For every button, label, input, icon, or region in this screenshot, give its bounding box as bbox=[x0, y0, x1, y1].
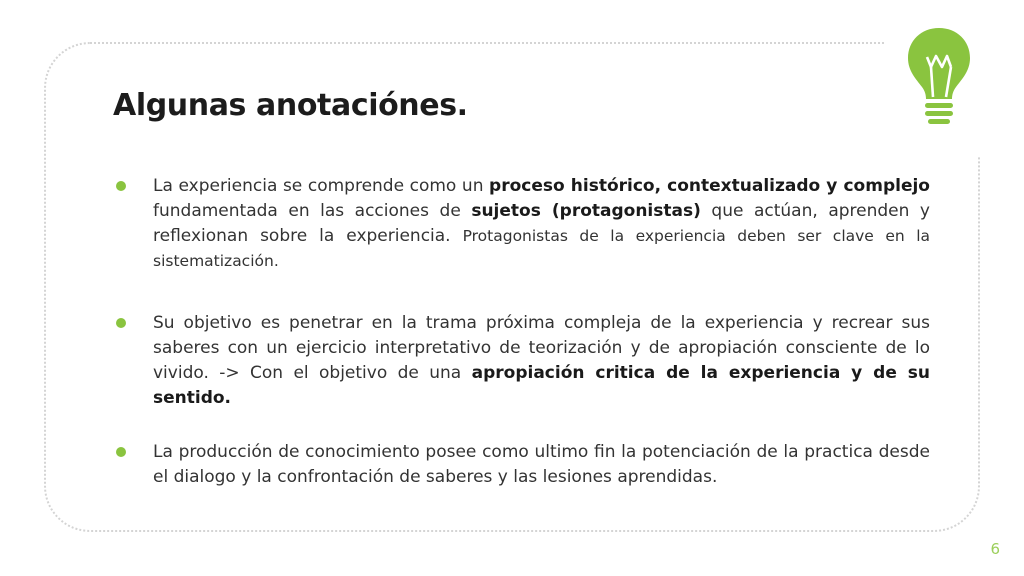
bullet-item bbox=[116, 311, 930, 411]
bullet-text: Su objetivo es penetrar en la trama próxima compleja de la experiencia y recrear sus saberes con un ejercicio interpretativo de teorización y de apropiación consciente de lo vivido. -> Con el objetivo de una apropiación critica de la experiencia y de su sentido. bbox=[153, 313, 930, 408]
bullet-text: La producción de conocimiento posee como ultimo fin la potenciación de la practica desde el dialogo y la confrontación de saberes y las lesiones aprendidas. bbox=[153, 442, 930, 487]
bullet-item bbox=[116, 174, 930, 274]
bullet-dot-icon bbox=[116, 181, 126, 191]
bullet-dot-icon bbox=[116, 447, 126, 457]
bullet-list bbox=[116, 174, 930, 490]
bullet-item bbox=[116, 440, 930, 490]
bullet-text: La experiencia se comprende como un proceso histórico, contextualizado y complejo fundamentada en las acciones de sujetos (protagonistas) que actúan, aprenden y reflexionan sobre la experiencia. Protagonistas de la experiencia deben ser clave en la sistematización. bbox=[153, 176, 930, 270]
page-number: 6 bbox=[990, 540, 1000, 558]
lightbulb-icon bbox=[902, 24, 976, 126]
bullet-dot-icon bbox=[116, 318, 126, 328]
slide-title: Algunas anotaciónes. bbox=[113, 88, 468, 123]
